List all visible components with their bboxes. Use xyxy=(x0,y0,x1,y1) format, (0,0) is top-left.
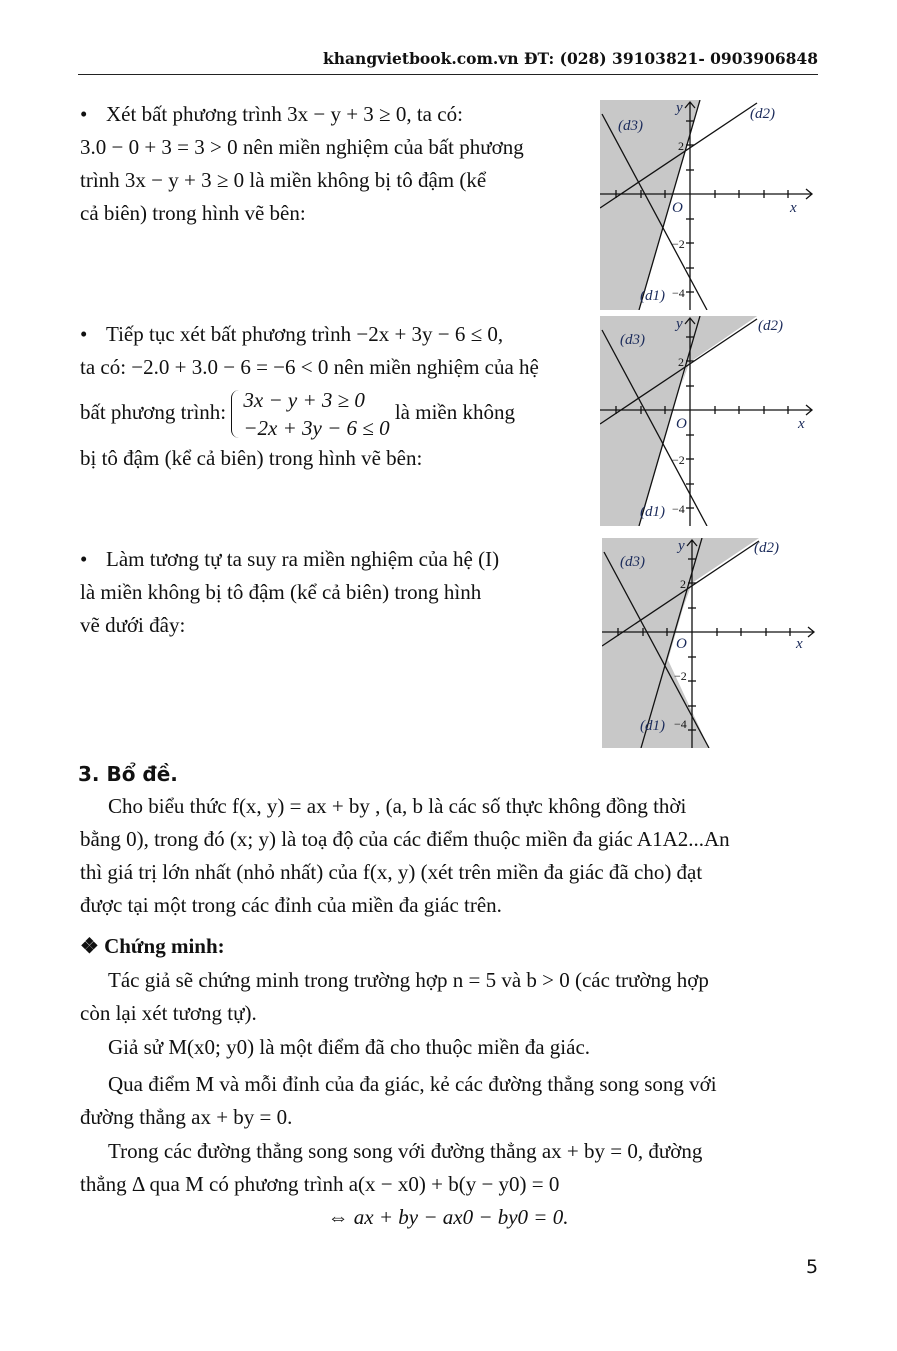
label-d2: (d2) xyxy=(758,318,783,334)
text-line: bị tô đậm (kể cả biên) trong hình vẽ bên: xyxy=(80,446,423,470)
svg-text:2: 2 xyxy=(680,577,686,591)
text-line: Xét bất phương trình 3x − y + 3 ≥ 0, ta có: xyxy=(106,102,463,126)
text-line: bằng 0), trong đó (x; y) là toạ độ của các điểm thuộc miền đa giác A1A2...An xyxy=(80,827,730,851)
origin-label: O xyxy=(676,636,687,652)
text-line: Tiếp tục xét bất phương trình −2x + 3y − 6 ≤ 0, xyxy=(106,322,504,346)
bullet-dot: • xyxy=(80,547,88,571)
graph-3 xyxy=(602,538,822,748)
tick-label-2: 2 xyxy=(678,139,684,153)
text-line: thẳng Δ qua M có phương trình a(x − x0) + b(y − y0) = 0 xyxy=(80,1172,560,1196)
origin-label: O xyxy=(676,416,687,432)
proof-heading: ❖ Chứng minh: xyxy=(80,934,225,958)
y-label: y xyxy=(678,538,685,554)
equation: ⇔ ax + by − ax0 − by0 = 0. xyxy=(327,1205,569,1229)
text-line: bất phương trình: xyxy=(80,399,227,424)
text-line: Qua điểm M và mỗi đỉnh của đa giác, kẻ các đường thẳng song song với xyxy=(108,1072,717,1096)
inequality-system xyxy=(231,386,389,442)
text-line: ta có: −2.0 + 3.0 − 6 = −6 < 0 nên miền nghiệm của hệ xyxy=(80,355,539,379)
proof-paragraph-4 xyxy=(80,1135,816,1234)
bullet-3 xyxy=(80,543,562,642)
label-d3: (d3) xyxy=(618,118,643,134)
label-d1: (d1) xyxy=(640,504,665,520)
proof-paragraph-3 xyxy=(80,1068,816,1134)
svg-text:2: 2 xyxy=(678,355,684,369)
y-label: y xyxy=(676,316,683,332)
label-d3: (d3) xyxy=(620,554,645,570)
label-d1: (d1) xyxy=(640,288,665,304)
shaded-region xyxy=(600,100,700,310)
page-number: 5 xyxy=(806,1256,819,1278)
label-d3: (d3) xyxy=(620,332,645,348)
text-line: còn lại xét tương tự). xyxy=(80,1001,257,1025)
text-line: Làm tương tự ta suy ra miền nghiệm của hệ (I) xyxy=(106,547,500,571)
system-row: 3x − y + 3 ≥ 0 xyxy=(243,388,365,412)
bullet-dot: • xyxy=(80,322,88,346)
tick-label-m2: −2 xyxy=(672,237,685,251)
tick-label-m4: −4 xyxy=(672,286,685,300)
graph-1 xyxy=(600,100,820,310)
label-d1: (d1) xyxy=(640,718,665,734)
text-line: Cho biểu thức f(x, y) = ax + by , (a, b là các số thực không đồng thời xyxy=(108,794,687,818)
section-heading: 3. Bổ đề. xyxy=(78,762,178,786)
svg-text:−4: −4 xyxy=(674,717,687,731)
graph-2 xyxy=(600,316,820,526)
text-line: đường thẳng ax + by = 0. xyxy=(80,1105,293,1129)
bullet-dot: • xyxy=(80,102,88,126)
header-text: khangvietbook.com.vn ĐT: (028) 39103821- 0903906848 xyxy=(323,49,818,68)
text-line: Giả sử M(x0; y0) là một điểm đã cho thuộc miền đa giác. xyxy=(108,1035,591,1059)
x-label: x xyxy=(798,416,805,432)
origin-label: O xyxy=(672,200,683,216)
text-line: Trong các đường thẳng song song với đường thẳng ax + by = 0, đường xyxy=(108,1139,703,1163)
lemma-paragraph xyxy=(80,790,816,922)
system-line xyxy=(80,386,562,442)
text-line: 3.0 − 0 + 3 = 3 > 0 nên miền nghiệm của bất phương xyxy=(80,135,524,159)
text-line: thì giá trị lớn nhất (nhỏ nhất) của f(x, y) (xét trên miền đa giác đã cho) đạt xyxy=(80,860,703,884)
text-line: là miền không bị tô đậm (kể cả biên) trong hình xyxy=(80,580,482,604)
svg-text:−4: −4 xyxy=(672,502,685,516)
bullet-1 xyxy=(80,98,562,230)
proof-paragraph-1 xyxy=(80,964,816,1030)
system-row: −2x + 3y − 6 ≤ 0 xyxy=(243,416,390,440)
label-d2: (d2) xyxy=(754,540,779,556)
x-label: x xyxy=(796,636,803,652)
text-line: là miền không xyxy=(394,399,515,424)
y-label: y xyxy=(676,100,683,116)
text-line: cả biên) trong hình vẽ bên: xyxy=(80,201,306,225)
bullet-2 xyxy=(80,318,562,475)
page-header xyxy=(78,48,818,75)
text-line: Tác giả sẽ chứng minh trong trường hợp n = 5 và b > 0 (các trường hợp xyxy=(108,968,709,992)
svg-text:−2: −2 xyxy=(672,453,685,467)
text-line: trình 3x − y + 3 ≥ 0 là miền không bị tô đậm (kể xyxy=(80,168,487,192)
svg-text:−2: −2 xyxy=(674,669,687,683)
text-line: vẽ dưới đây: xyxy=(80,613,186,637)
label-d2: (d2) xyxy=(750,106,775,122)
proof-paragraph-2 xyxy=(80,1031,816,1064)
text-line: được tại một trong các đỉnh của miền đa giác trên. xyxy=(80,893,502,917)
x-label: x xyxy=(790,200,797,216)
